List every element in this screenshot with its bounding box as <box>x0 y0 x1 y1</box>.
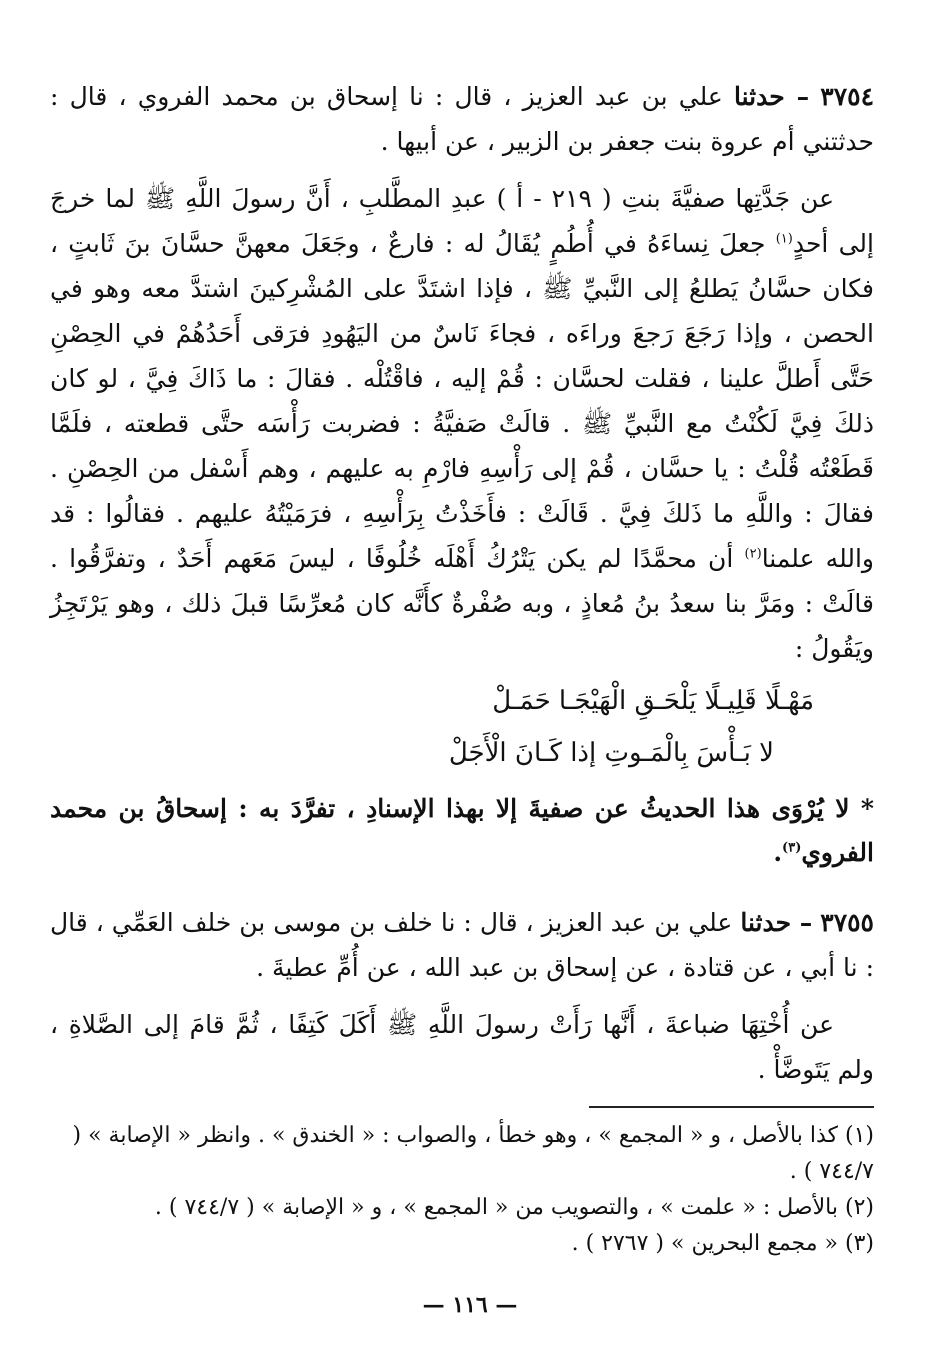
footnote-text: « مجمع البحرين » ( ٢٧٦٧ ) . <box>571 1231 838 1256</box>
footnote-ref-2[interactable]: (٢) <box>744 546 762 562</box>
hadith-3755-isnad: ٣٧٥٥ – حدثنا علي بن عبد العزيز ، قال : نا خلف بن موسى بن خلف العَمِّي ، قال : نا أبي ، عن قتادة ، عن إسحاق بن عبد الله ، عن أُمِّ عطيةَ . <box>50 908 874 982</box>
poem <box>50 675 874 779</box>
hadith-3754-note: * لا يُرْوَى هذا الحديثُ عن صفيةَ إلا بهذا الإسنادِ ، تفرَّدَ به : إسحاقُ بن محمد الفروي$^{(٣)}$. <box>50 794 874 867</box>
isnad-head: حدثنا <box>740 908 792 937</box>
footnote-mark: (١) <box>844 1123 874 1148</box>
footnote-mark: (٢) <box>844 1195 874 1220</box>
hadith-3755-matn: عن أُخْتِهَا ضباعةَ ، أَنَّها رَأَتْ رسولَ اللَّهِ ﷺ أَكَلَ كَتِفًا ، ثُمَّ قامَ إلى الصَّلاةِ ، ولم يَتَوضَّأْ . <box>50 1010 874 1084</box>
footnote-text: كذا بالأصل ، و « المجمع » ، وهو خطأ ، والصواب : « الخندق » . وانظر « الإصابة » ( ٧٤٤/٧ ) . <box>72 1123 874 1184</box>
isnad-text: علي بن عبد العزيز ، قال : نا إسحاق بن محمد الفروي ، قال : حدثتني أم عروة بنت جعفر بن الزبير ، عن أبيها . <box>50 82 874 156</box>
isnad-head: حدثنا <box>733 82 785 111</box>
footnote-ref-1[interactable]: (١) <box>775 231 793 247</box>
footnote-ref-3[interactable]: (٣) <box>782 840 802 856</box>
footnotes <box>50 1118 874 1262</box>
verse-1: مَهْـلًا قَلِيـلًا يَلْحَـقِ الْهَيْجَـا حَمَـلْ <box>492 686 814 716</box>
footnote-1 <box>50 1118 874 1190</box>
footnote-mark: (٣) <box>844 1231 874 1256</box>
footnote-3 <box>50 1226 874 1262</box>
hadith-number: ٣٧٥٤ <box>820 82 874 111</box>
verse-2: لا بَـأْسَ بِالْمَـوتِ إذا كَـانَ الْأَجَلْ <box>448 738 774 768</box>
page-number: — ١١٦ — <box>422 1292 518 1318</box>
footnote-text: بالأصل : « علمت » ، والتصويب من « المجمع » ، و « الإصابة » ( ٧٤٤/٧ ) . <box>154 1195 838 1220</box>
footnote-2 <box>50 1190 874 1226</box>
hadith-number: ٣٧٥٥ <box>820 908 874 937</box>
footnote-divider <box>589 1106 874 1108</box>
isnad-text: علي بن عبد العزيز ، قال : نا خلف بن موسى بن خلف العَمِّي ، قال : نا أبي ، عن قتادة ، عن إسحاق بن عبد الله ، عن أُمِّ عطيةَ . <box>50 908 874 982</box>
hadith-3754-isnad: ٣٧٥٤ – حدثنا علي بن عبد العزيز ، قال : نا إسحاق بن محمد الفروي ، قال : حدثتني أم عروة بنت جعفر بن الزبير ، عن أبيها . <box>50 82 874 156</box>
hadith-3754-matn: عن جَدَّتِها صفيَّةَ بنتِ ( ٢١٩ - أ ) عبدِ المطَّلبِ ، أَنَّ رسولَ اللَّهِ ﷺ لما خرجَ إلى أحدٍ$^{(١)}$ جعلَ نِساءَهُ في أُطُمٍ يُقَالُ له : فارعٌ ، وجَعَلَ معهنَّ حسَّانَ بنَ ثَابتٍ ، فكان حسَّانُ يَطلعُ إلى النَّبيِّ ﷺ ، فإذا اشتَدَّ على المُشْرِكينَ اشتدَّ معه وهو في الحصن ، وإذا رَجَعَ رَجعَ وراءَه ، فجاءَ نَاسٌ من اليَهُودِ فرَقى أَحَدُهُمْ في الحِصْنِ حَتَّى أَطلَّ علينا ، فقلت لحسَّان : قُمْ إليه ، فاقْتُلْه . فقالَ : ما ذَاكَ فِيَّ ، لو كان ذلكَ فِيَّ لَكُنْتُ مع النَّبيِّ ﷺ . قالَتْ صَفيَّةُ : فضربت رَأْسَه حتَّى قطعته ، فلَمَّا قَطَعْتُه قُلْتُ : يا حسَّان ، قُمْ إلى رَأْسِهِ فارْمِ به عليهم ، وهم أَسْفل من الحِصْنِ . فقالَ : واللَّهِ ما ذَلكَ فِيَّ . قَالَتْ : فأَخَذْتُ بِرَأْسِهِ ، فرَمَيْتُهُ عليهم . فقالُوا : قد والله علمنا$^{(٢)}$ أن محمَّدًا لم يكن يَتْرُكُ أَهْلَه خُلُوفًا ، ليسَ مَعَهم أَحَدٌ ، وتفرَّقُوا . قالَتْ : ومَرَّ بنا سعدُ بنُ مُعاذٍ ، وبه صُفْرةٌ كأَنَّه كان مُعرِّسًا قبلَ ذلك ، وهو يَرْتَجِزُ ويَقُولُ : <box>50 184 875 663</box>
